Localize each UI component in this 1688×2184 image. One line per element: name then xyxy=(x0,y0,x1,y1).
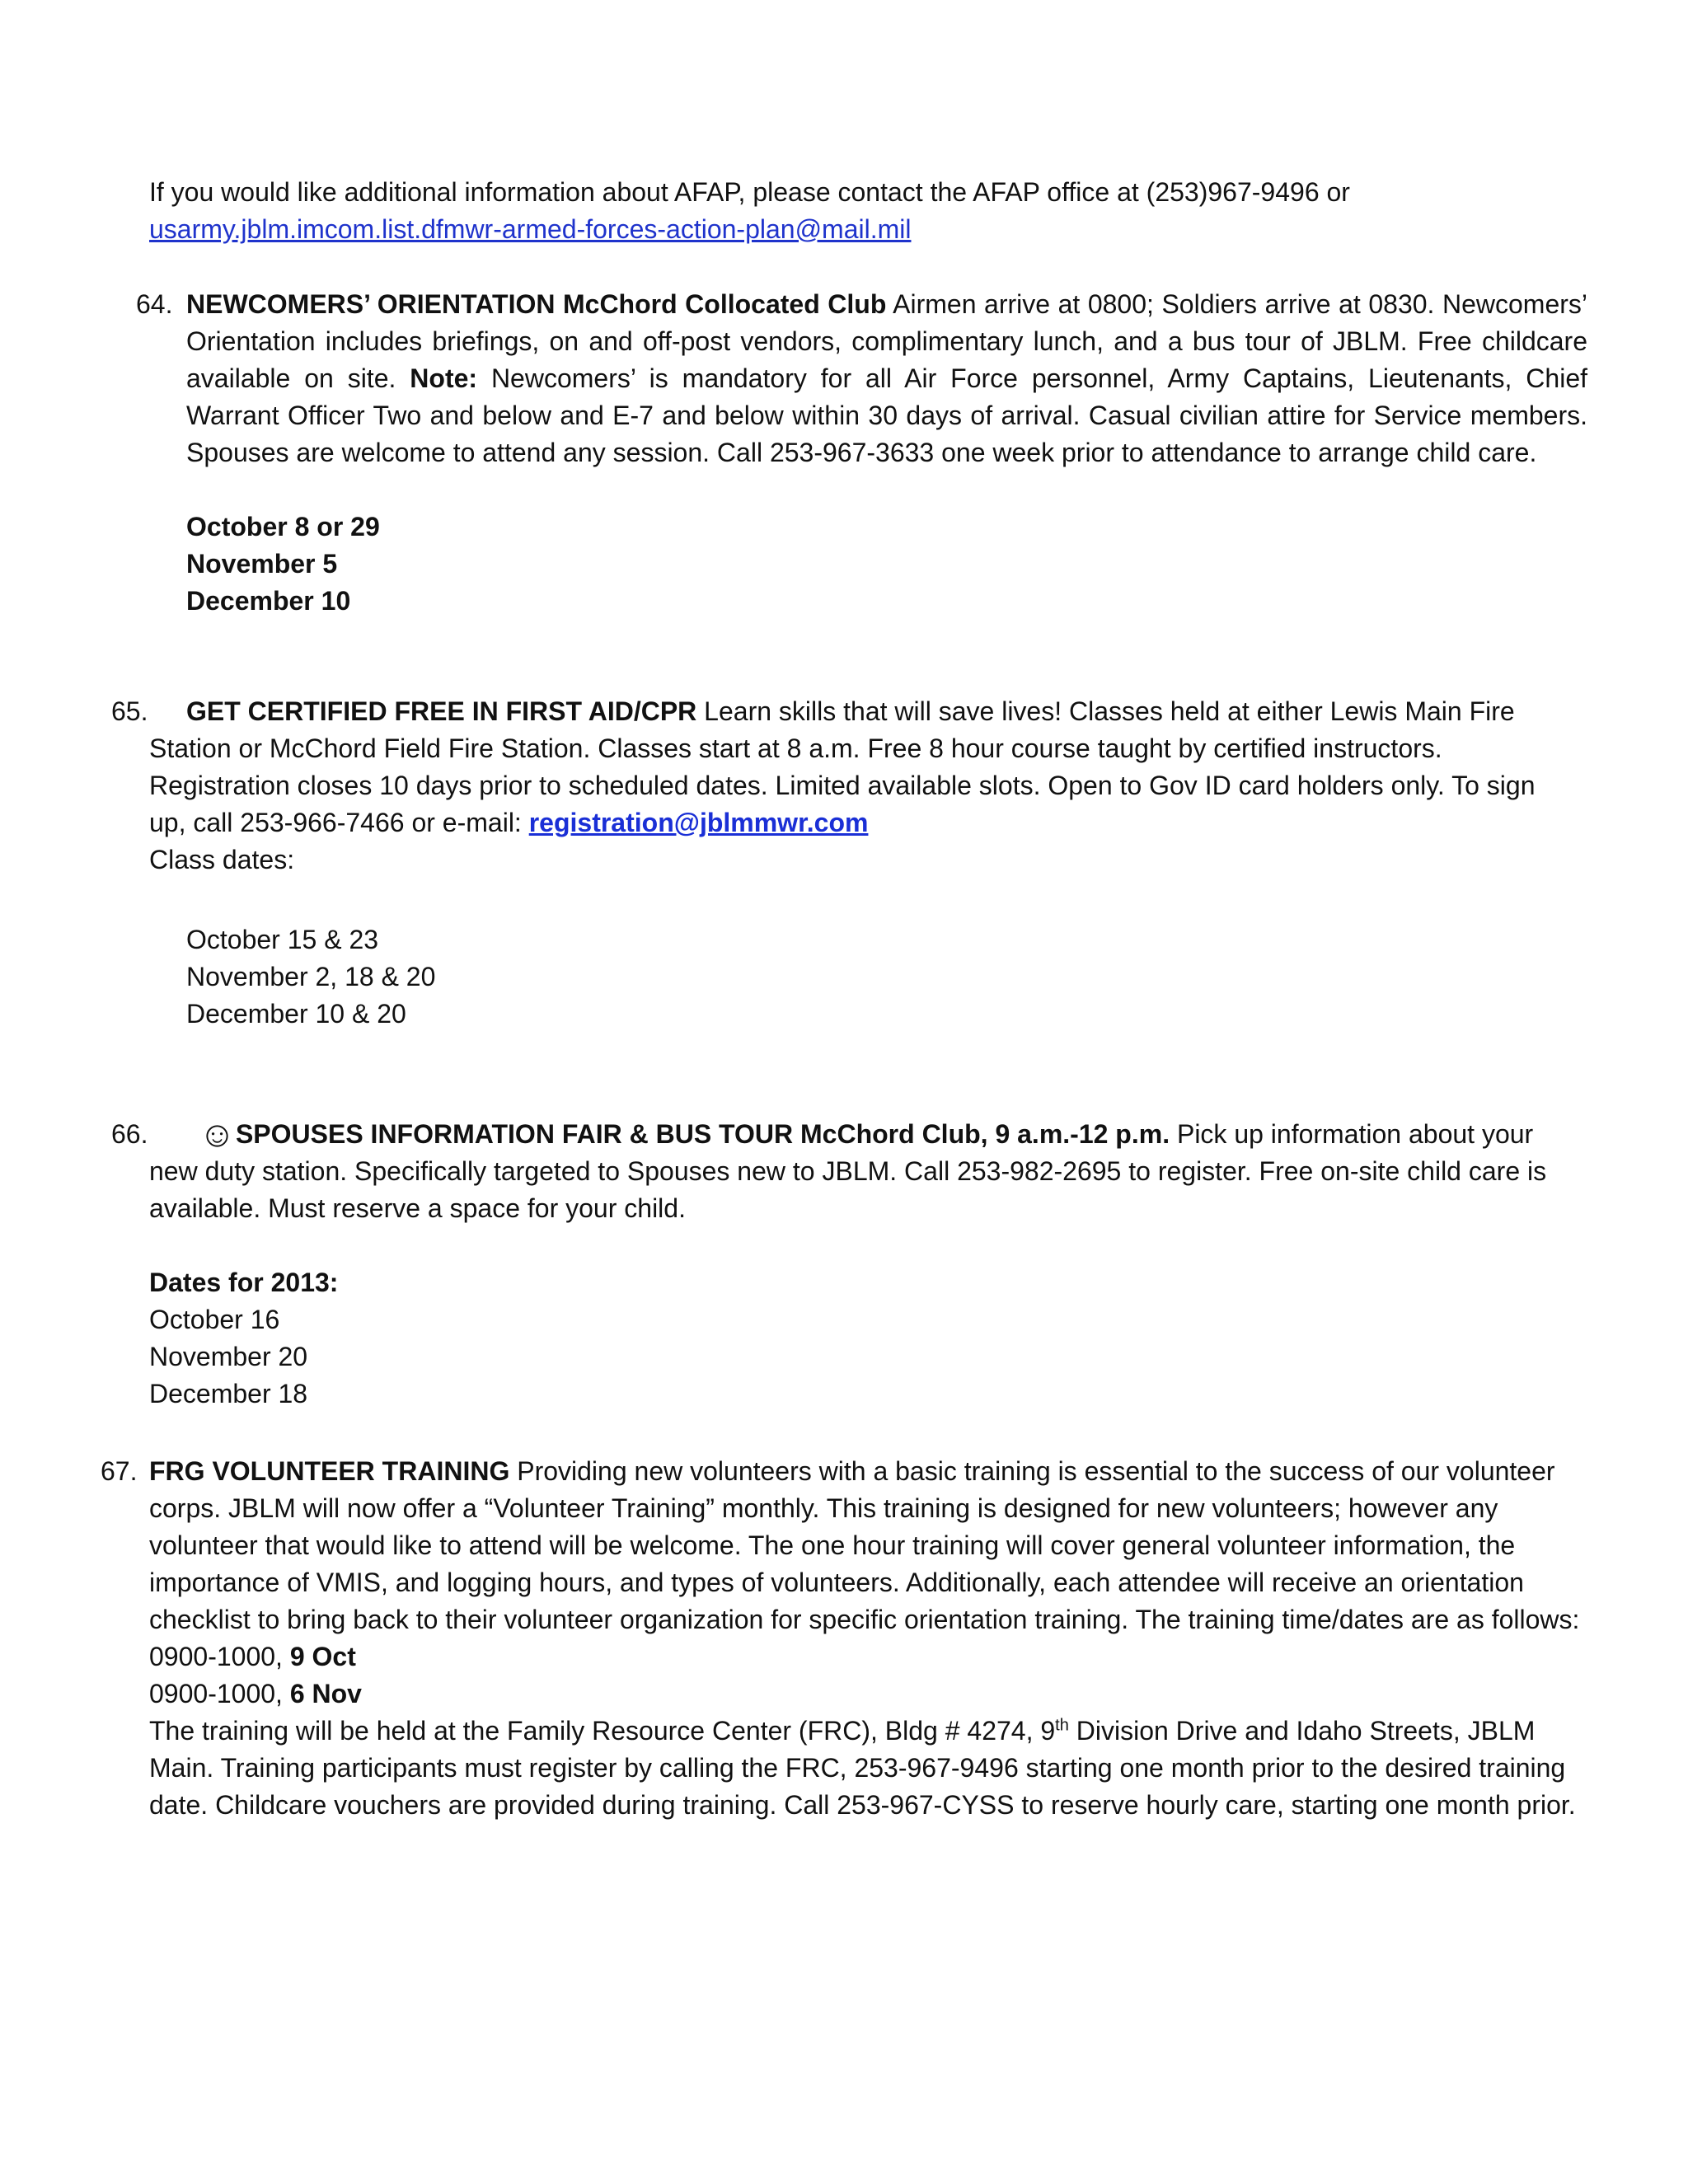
session-time: 0900-1000, xyxy=(149,1642,290,1671)
item-65-title: GET CERTIFIED FREE IN FIRST AID/CPR xyxy=(186,696,697,726)
session-time: 0900-1000, xyxy=(149,1679,290,1708)
item-65-body: Learn skills that will save lives! Classes held at either Lewis Main Fire Station or McChord Field Fire Station. Classes start at 8 a.m. Free 8 hour course taught by certified instructors. Registration closes 10 days prior to scheduled dates. Limited available slots. Open to Gov ID card holders only. To sign up, call 253-966-7466 or e-mail: xyxy=(149,696,1536,837)
item-65 xyxy=(149,693,1567,1033)
training-session xyxy=(149,1675,1587,1713)
item-66-date: November 20 xyxy=(149,1342,308,1371)
item-64-paragraph xyxy=(186,286,1587,471)
smiley-face-icon: ☺ xyxy=(199,1114,236,1155)
location-text: The training will be held at the Family Resource Center (FRC), Bldg # 4274, 9 xyxy=(149,1716,1056,1746)
item-67-paragraph xyxy=(149,1453,1587,1638)
item-67-body: Providing new volunteers with a basic training is essential to the success of our volunteer corps. JBLM will now offer a “Volunteer Training” monthly. This training is designed for new volunteers; however any volunteer that would like to attend will be welcome. The one hour training will cover general volunteer information, the importance of VMIS, and logging hours, and types of volunteers. Additionally, each attendee will receive an orientation checklist to bring back to their volunteer organization for specific orientation training. The training time/dates are as follows: xyxy=(149,1456,1580,1634)
item-64-body-cont: Newcomers’ is mandatory for all Air Force personnel, Army Captains, Lieutenants, Chief Warrant Officer Two and below and E-7 and below within 30 days of arrival. Casual civilian attire for Service members. Spouses are welcome to attend any session. Call 253-967-3633 one week prior to attendance to arrange child care. xyxy=(186,363,1588,467)
item-67 xyxy=(149,1453,1587,1824)
item-64 xyxy=(186,286,1587,620)
item-64-note-label: Note: xyxy=(410,363,478,393)
item-64-date: December 10 xyxy=(186,586,351,616)
item-64-body: Airmen arrive at 0800; Soldiers arrive at 0830. Newcomers’ Orientation includes briefings, on and off-post vendors, complimentary lunch, and a bus tour of JBLM. Free childcare available on site. xyxy=(186,289,1588,393)
item-65-date: October 15 & 23 xyxy=(186,925,379,954)
item-65-number: 65. xyxy=(111,696,148,726)
item-65-date: November 2, 18 & 20 xyxy=(186,962,436,991)
item-64-date: October 8 or 29 xyxy=(186,512,380,541)
afap-email-link[interactable]: usarmy.jblm.imcom.list.dfmwr-armed-forces-action-plan@mail.mil xyxy=(149,214,912,244)
training-session xyxy=(149,1638,1587,1675)
item-66-number: 66. xyxy=(111,1119,148,1149)
item-66-date: December 18 xyxy=(149,1379,308,1408)
item-64-number: 64. xyxy=(136,289,173,319)
session-date: 9 Oct xyxy=(289,1642,356,1671)
item-67-title: FRG VOLUNTEER TRAINING xyxy=(149,1456,510,1486)
item-66-date: October 16 xyxy=(149,1305,280,1334)
item-66 xyxy=(149,1116,1587,1413)
intro-paragraph xyxy=(149,174,1600,248)
item-65-paragraph xyxy=(149,693,1567,841)
intro-text: If you would like additional information about AFAP, please contact the AFAP office at (253)967-9496 or xyxy=(149,177,1350,207)
item-66-dates-label: Dates for 2013: xyxy=(149,1268,339,1297)
item-64-title: NEWCOMERS’ ORIENTATION McChord Collocated Club xyxy=(186,289,887,319)
item-66-paragraph xyxy=(149,1116,1587,1227)
item-67-location xyxy=(149,1713,1587,1824)
session-date: 6 Nov xyxy=(289,1679,362,1708)
item-67-number: 67. xyxy=(101,1456,138,1486)
item-66-body: Pick up information about your new duty station. Specifically targeted to Spouses new to JBLM. Call 253-982-2695 to register. Free on-site child care is available. Must reserve a space for your child. xyxy=(149,1119,1547,1223)
item-65-date: December 10 & 20 xyxy=(186,999,406,1029)
registration-email-link[interactable]: registration@jblmmwr.com xyxy=(528,808,869,837)
ordinal-suffix: th xyxy=(1055,1716,1069,1735)
item-66-title: SPOUSES INFORMATION FAIR & BUS TOUR McChord Club, 9 a.m.-12 p.m. xyxy=(235,1119,1170,1149)
class-dates-label: Class dates: xyxy=(149,845,295,874)
location-text-cont: Division Drive and Idaho Streets, JBLM Main. Training participants must register by calling the FRC, 253-967-9496 starting one month prior to the desired training date. Childcare vouchers are provided during training. Call 253-967-CYSS to reserve hourly care, starting one month prior. xyxy=(149,1716,1576,1820)
item-64-date: November 5 xyxy=(186,549,338,579)
